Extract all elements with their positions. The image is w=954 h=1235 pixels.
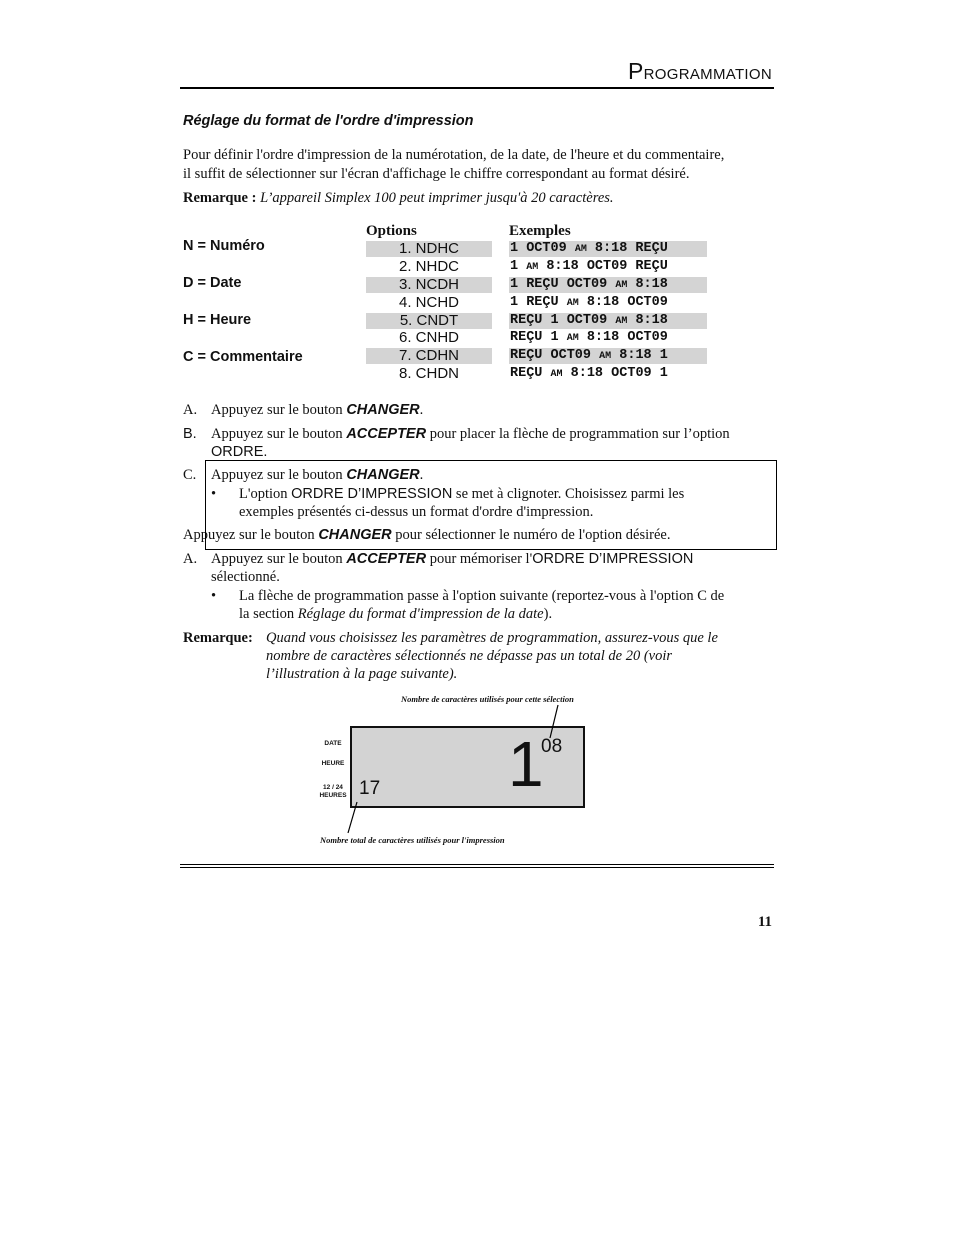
changer-button-label: CHANGER bbox=[318, 527, 392, 543]
pointer-line-top bbox=[550, 705, 558, 738]
example-part: 1 bbox=[510, 259, 527, 274]
option-row: 2. NHDC bbox=[398, 258, 459, 275]
legend-commentaire: C = Commentaire bbox=[183, 349, 303, 365]
example-part: REÇU bbox=[510, 366, 551, 381]
step-text: Appuyez sur le bouton bbox=[211, 402, 347, 418]
lcd-superscript-value: 08 bbox=[541, 736, 563, 757]
step-a-changer bbox=[183, 401, 773, 419]
step-text: . bbox=[419, 402, 424, 418]
step-a-bullet bbox=[211, 587, 771, 623]
step-text: . bbox=[419, 467, 424, 483]
example-part: 1 REÇU OCT09 bbox=[510, 277, 616, 292]
header-title-cap: P bbox=[628, 58, 644, 84]
example-part: 8:18 OCT09 bbox=[578, 295, 668, 310]
example-part: 8:18 bbox=[627, 313, 668, 328]
remark-2-label: Remarque: bbox=[183, 630, 253, 646]
example-am: AM bbox=[615, 280, 628, 291]
step-text: pour placer la flèche de programmation sur l’option bbox=[426, 426, 730, 442]
figure-caption-top: Nombre de caractères utilisés pour cette sélection bbox=[401, 694, 574, 704]
header-rule bbox=[180, 87, 774, 89]
header-title-rest: ROGRAMMATION bbox=[643, 66, 772, 83]
lcd-label-heure: HEURE bbox=[321, 760, 345, 767]
lcd-label-date: DATE bbox=[324, 740, 342, 747]
remark-2-line-3: l’illustration à la page suivante). bbox=[266, 666, 458, 682]
option-row: 3. NCDH bbox=[366, 277, 492, 293]
page-header-title bbox=[560, 58, 772, 85]
step-text: Appuyez sur le bouton bbox=[183, 527, 319, 543]
option-row: 1. NDHC bbox=[366, 241, 492, 257]
example-row bbox=[509, 259, 707, 275]
example-part: 8:18 OCT09 bbox=[578, 330, 668, 345]
example-part: 1 REÇU bbox=[510, 295, 567, 310]
bullet-dot: • bbox=[211, 486, 217, 502]
page-number: 11 bbox=[757, 914, 772, 930]
step-text: la section bbox=[239, 606, 298, 622]
step-text: Appuyez sur le bouton bbox=[211, 467, 347, 483]
example-am: AM bbox=[574, 244, 587, 255]
step-text: La flèche de programmation passe à l'option suivante (reportez-vous à l'option C de bbox=[239, 588, 725, 604]
example-part: REÇU OCT09 bbox=[510, 348, 600, 363]
legend-heure: H = Heure bbox=[183, 312, 252, 328]
footer-rule bbox=[180, 864, 774, 865]
step-letter: B. bbox=[183, 426, 197, 442]
intro-line-2: il suffit de sélectionner sur l'écran d'affichage le chiffre correspondant au format désiré. bbox=[183, 166, 690, 182]
changer-button-label: CHANGER bbox=[346, 467, 420, 483]
step-text: se met à clignoter. Choisissez parmi les bbox=[452, 486, 685, 502]
footer-rule bbox=[180, 867, 774, 868]
remark-1-text: L’appareil Simplex 100 peut imprimer jusqu'à 20 caractères. bbox=[260, 190, 614, 206]
example-am: AM bbox=[599, 351, 612, 362]
example-part: REÇU 1 bbox=[510, 330, 567, 345]
example-part: 8:18 1 bbox=[611, 348, 668, 363]
example-part: 8:18 OCT09 REÇU bbox=[538, 259, 668, 274]
lcd-big-digit: 1 bbox=[508, 728, 544, 800]
example-part: 1 OCT09 bbox=[510, 241, 575, 256]
example-part: 8:18 bbox=[627, 277, 668, 292]
option-row: 5. CNDT bbox=[366, 313, 492, 329]
example-row bbox=[509, 313, 707, 329]
highlight-box bbox=[205, 460, 777, 550]
examples-header: Exemples bbox=[509, 223, 571, 239]
option-row: 4. NCHD bbox=[398, 294, 459, 311]
pointer-line-bottom bbox=[348, 802, 357, 833]
example-row bbox=[509, 295, 707, 311]
step-text: exemples présentés ci-dessus un format d'ordre d'impression. bbox=[239, 504, 594, 520]
example-row bbox=[509, 241, 707, 257]
example-part: REÇU 1 OCT09 bbox=[510, 313, 616, 328]
step-option-name: ORDRE D’IMPRESSION bbox=[291, 486, 453, 502]
step-letter: A. bbox=[183, 402, 198, 418]
example-am: AM bbox=[550, 369, 563, 380]
section-title: Réglage du format de l'ordre d'impression bbox=[183, 113, 474, 129]
example-row bbox=[509, 277, 707, 293]
step-text: Appuyez sur le bouton bbox=[211, 426, 347, 442]
step-text: L'option bbox=[239, 486, 292, 502]
options-header: Options bbox=[366, 223, 417, 239]
step-option-name: ORDRE D’IMPRESSION bbox=[532, 551, 694, 567]
example-am: AM bbox=[566, 298, 579, 309]
option-row: 6. CNHD bbox=[398, 329, 459, 346]
example-am: AM bbox=[526, 262, 539, 273]
step-option-name: ORDRE. bbox=[211, 444, 268, 460]
step-text: pour sélectionner le numéro de l'option désirée. bbox=[391, 527, 671, 543]
lcd-label-1224: 12 / 24 bbox=[323, 784, 343, 791]
step-text: pour mémoriser l' bbox=[426, 551, 533, 567]
step-letter: A. bbox=[183, 551, 198, 567]
example-row bbox=[509, 348, 707, 364]
option-row: 7. CDHN bbox=[366, 348, 492, 364]
example-row bbox=[509, 366, 707, 382]
step-letter: C. bbox=[183, 467, 197, 483]
example-am: AM bbox=[615, 316, 628, 327]
accepter-button-label: ACCEPTER bbox=[346, 551, 427, 567]
example-part: 8:18 REÇU bbox=[586, 241, 668, 256]
legend-date: D = Date bbox=[183, 275, 242, 291]
step-text: Appuyez sur le bouton bbox=[211, 551, 347, 567]
lcd-label-heures: HEURES bbox=[319, 792, 347, 799]
legend-numero: N = Numéro bbox=[183, 238, 265, 254]
intro-line-1: Pour définir l'ordre d'impression de la numérotation, de la date, de l'heure et du commentaire, bbox=[183, 147, 725, 163]
bullet-dot: • bbox=[211, 588, 217, 604]
lcd-total-value: 17 bbox=[359, 778, 381, 799]
example-am: AM bbox=[566, 333, 579, 344]
figure-pointer-lines bbox=[300, 690, 600, 850]
remark-1 bbox=[183, 189, 614, 208]
remark-2-line-2: nombre de caractères sélectionnés ne dépasse pas un total de 20 (voir bbox=[266, 648, 673, 664]
changer-button-label: CHANGER bbox=[346, 402, 420, 418]
remark-1-label: Remarque : bbox=[183, 190, 257, 206]
remark-2-line-1: Quand vous choisissez les paramètres de programmation, assurez-vous que le bbox=[266, 630, 718, 646]
example-part: 8:18 OCT09 1 bbox=[562, 366, 668, 381]
option-row: 8. CHDN bbox=[398, 365, 459, 382]
step-text: ). bbox=[543, 606, 553, 622]
accepter-button-label: ACCEPTER bbox=[346, 426, 427, 442]
example-row bbox=[509, 330, 707, 346]
figure-caption-bottom: Nombre total de caractères utilisés pour l'impression bbox=[320, 835, 505, 845]
step-text-italic: Réglage du format d'impression de la date bbox=[297, 606, 544, 622]
step-text: sélectionné. bbox=[211, 569, 280, 585]
step-b-accepter bbox=[183, 425, 773, 461]
step-a-accepter bbox=[183, 550, 773, 586]
